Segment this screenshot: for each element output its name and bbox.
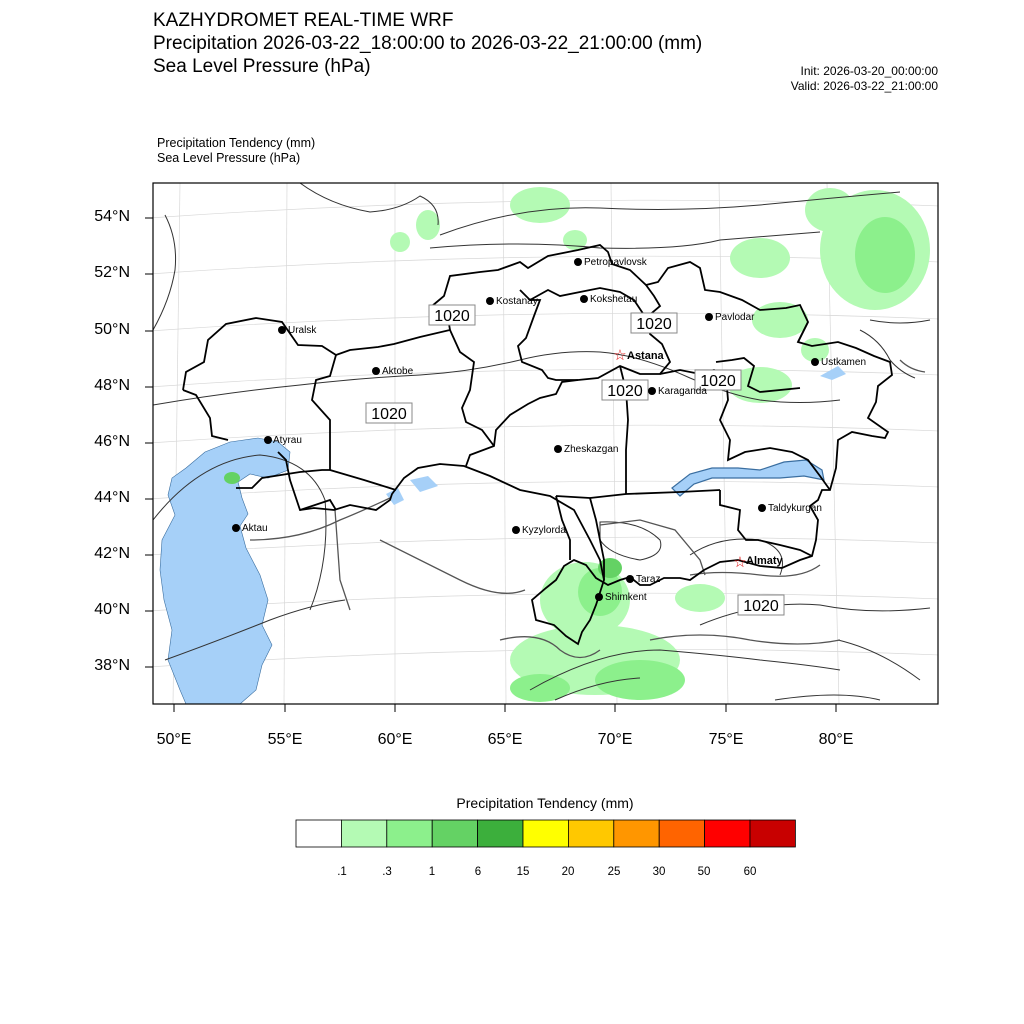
pressure-label: 1020 xyxy=(607,383,643,400)
legend-value: 60 xyxy=(743,866,757,878)
lat-label: 46°N xyxy=(94,433,130,450)
map-title: KAZHYDROMET REAL-TIME WRF xyxy=(153,10,454,31)
capital-star: ☆ xyxy=(733,554,747,571)
lon-label: 55°E xyxy=(267,731,303,748)
city-label: Aktobe xyxy=(382,366,414,377)
lat-label: 52°N xyxy=(94,264,130,281)
lat-label: 38°N xyxy=(94,657,130,674)
legend-swatch xyxy=(659,820,704,847)
lon-label: 60°E xyxy=(377,731,413,748)
legend-swatch xyxy=(296,820,341,847)
lat-label: 40°N xyxy=(94,601,130,618)
city-label: Almaty xyxy=(746,555,783,567)
city-label: Kostanay xyxy=(496,296,538,307)
city-label: Astana xyxy=(627,350,664,362)
legend-value: 1 xyxy=(428,866,436,878)
city-label: Petropavlovsk xyxy=(584,257,647,268)
legend-value: .3 xyxy=(382,866,392,878)
legend-swatch xyxy=(387,820,432,847)
city-label: Taldykurgan xyxy=(768,503,822,514)
legend-value: 6 xyxy=(474,866,482,878)
pressure-label: 1020 xyxy=(636,316,672,333)
legend-swatch xyxy=(523,820,568,847)
lat-label: 48°N xyxy=(94,377,130,394)
lat-label: 44°N xyxy=(94,489,130,506)
city-label: Karaganda xyxy=(658,386,707,397)
map-subtitle-pressure: Sea Level Pressure (hPa) xyxy=(153,56,371,77)
pressure-label: 1020 xyxy=(743,598,779,615)
city-label: Aktau xyxy=(242,523,268,534)
valid-time: Valid: 2026-03-22_21:00:00 xyxy=(790,79,938,93)
city-label: Taraz xyxy=(636,574,661,585)
legend-value: 25 xyxy=(607,866,621,878)
lon-label: 80°E xyxy=(818,731,854,748)
city-label: Shimkent xyxy=(605,592,647,603)
legend-swatch xyxy=(614,820,659,847)
lat-label: 42°N xyxy=(94,545,130,562)
pressure-label: 1020 xyxy=(700,373,736,390)
lat-label: 50°N xyxy=(94,321,130,338)
legend-value: 15 xyxy=(516,866,530,878)
legend-swatch xyxy=(478,820,523,847)
legend-swatch xyxy=(432,820,477,847)
lon-label: 65°E xyxy=(487,731,523,748)
lon-label: 70°E xyxy=(597,731,633,748)
city-label: Kyzylorda xyxy=(522,525,566,536)
city-label: Kokshetau xyxy=(590,294,638,305)
field-label-precip: Precipitation Tendency (mm) xyxy=(157,136,316,150)
pressure-label: 1020 xyxy=(434,308,470,325)
city-label: Zheskazgan xyxy=(564,444,619,455)
city-label: Pavlodar xyxy=(715,312,755,323)
legend-value: 50 xyxy=(697,866,711,878)
city-label: Atyrau xyxy=(273,435,302,446)
city-label: Ustkamen xyxy=(821,357,867,368)
legend-title: Precipitation Tendency (mm) xyxy=(456,795,634,811)
pressure-label: 1020 xyxy=(371,406,407,423)
lon-label: 50°E xyxy=(156,731,192,748)
legend-swatch xyxy=(705,820,750,847)
city-label: Uralsk xyxy=(288,325,317,336)
legend-swatch xyxy=(341,820,386,847)
legend-value: 20 xyxy=(561,866,575,878)
init-time: Init: 2026-03-20_00:00:00 xyxy=(800,64,938,78)
legend-swatch xyxy=(750,820,795,847)
lat-label: 54°N xyxy=(94,208,130,225)
legend-value: 30 xyxy=(652,866,666,878)
field-label-pressure: Sea Level Pressure (hPa) xyxy=(157,151,301,165)
lon-label: 75°E xyxy=(708,731,744,748)
map-subtitle-precip: Precipitation 2026-03-22_18:00:00 to 2026-03-22_21:00:00 (mm) xyxy=(153,33,703,54)
legend-swatch xyxy=(568,820,613,847)
legend-value: .1 xyxy=(337,866,347,878)
capital-star: ☆ xyxy=(613,347,627,364)
